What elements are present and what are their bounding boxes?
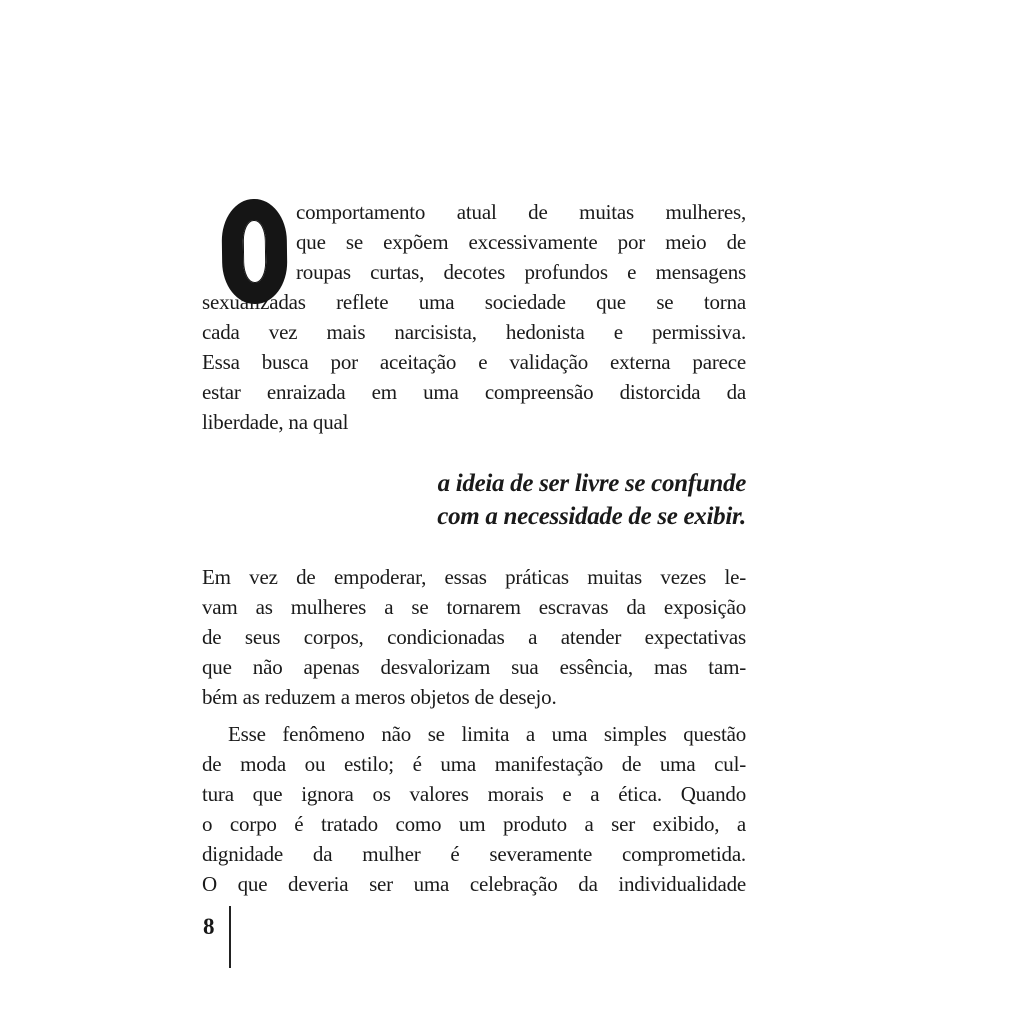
paragraph-3-lines xyxy=(202,719,746,899)
text-line: tura que ignora os valores morais e a ética. Quando xyxy=(202,782,746,806)
text-line: de moda ou estilo; é uma manifestação de uma cul- xyxy=(202,752,746,776)
text-line: roupas curtas, decotes profundos e mensagens xyxy=(296,260,746,284)
text-line: que não apenas desvalorizam sua essência, mas tam- xyxy=(202,655,746,679)
paragraph-2-lines xyxy=(202,562,746,712)
text-line: bém as reduzem a meros objetos de desejo. xyxy=(202,685,557,709)
page-number-rule xyxy=(229,906,231,968)
text-line: estar enraizada em uma compreensão distorcida da xyxy=(202,380,746,404)
text-line: liberdade, na qual xyxy=(202,410,349,434)
paragraph-3 xyxy=(202,719,746,899)
text-line: o corpo é tratado como um produto a ser exibido, a xyxy=(202,812,746,836)
text-line: dignidade da mulher é severamente comprometida. xyxy=(202,842,746,866)
paragraph-opening xyxy=(202,197,746,437)
text-line: sexualizadas reflete uma sociedade que se torna xyxy=(202,290,746,314)
text-line: com a necessidade de se exibir. xyxy=(437,503,746,530)
text-line: a ideia de ser livre se confunde xyxy=(437,470,746,497)
page-number: 8 xyxy=(203,914,215,939)
text-line: cada vez mais narcisista, hedonista e permissiva. xyxy=(202,320,746,344)
pull-quote-lines xyxy=(202,467,746,533)
text-line: de seus corpos, condicionadas a atender expectativas xyxy=(202,625,746,649)
text-line: comportamento atual de muitas mulheres, xyxy=(296,200,746,224)
paragraph-2 xyxy=(202,562,746,712)
text-line: Esse fenômeno não se limita a uma simples questão xyxy=(228,722,746,746)
pull-quote xyxy=(202,467,746,533)
text-line: vam as mulheres a se tornarem escravas da exposição xyxy=(202,595,746,619)
text-line: O que deveria ser uma celebração da individualidade xyxy=(202,872,746,896)
text-line: Essa busca por aceitação e validação externa parece xyxy=(202,350,746,374)
drop-cap-letter-o xyxy=(221,199,287,305)
text-line: Em vez de empoderar, essas práticas muitas vezes le- xyxy=(202,565,746,589)
text-line: que se expõem excessivamente por meio de xyxy=(296,230,746,254)
text-block xyxy=(202,197,746,899)
